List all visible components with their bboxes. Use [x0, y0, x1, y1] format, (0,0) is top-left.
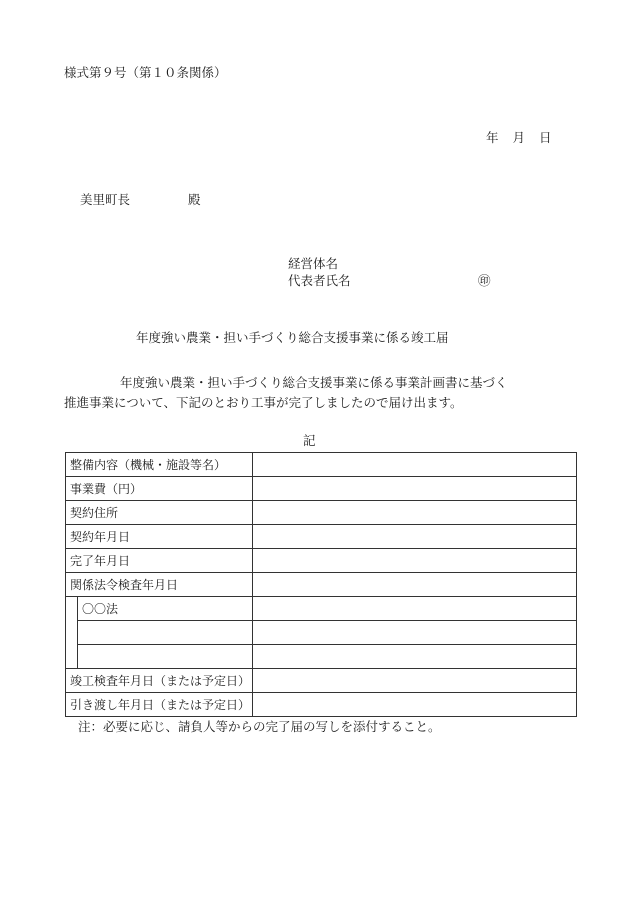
row-value-field[interactable] [253, 477, 577, 501]
row-value-field[interactable] [253, 669, 577, 693]
row-label: 竣工検査年月日（または予定日） [66, 669, 253, 693]
document-title: 年度強い農業・担い手づくり総合支援事業に係る竣工届 [136, 330, 449, 345]
subrow-value-field[interactable] [253, 597, 577, 621]
body-line-1: 年度強い農業・担い手づくり総合支援事業に係る事業計画書に基づく [120, 375, 508, 390]
row-value-field[interactable] [253, 453, 577, 477]
date-year-label: 年 [486, 130, 499, 145]
addressee-name: 美里町長 [80, 192, 131, 207]
row-label: 完了年月日 [66, 549, 253, 573]
representative-name-label: 代表者氏名 [288, 273, 351, 288]
indent-gutter [66, 597, 78, 621]
subrow-label: 〇〇法 [78, 597, 253, 621]
body-text [64, 373, 584, 413]
indent-gutter [66, 645, 78, 669]
indent-gutter [66, 621, 78, 645]
table-row [66, 549, 577, 573]
row-label: 引き渡し年月日（または予定日） [66, 693, 253, 717]
addressee [80, 192, 201, 208]
row-value-field[interactable] [253, 525, 577, 549]
row-label: 関係法令検査年月日 [66, 573, 253, 597]
row-value-field[interactable] [253, 549, 577, 573]
date-month-label: 月 [512, 130, 526, 145]
table-subrow [66, 621, 577, 645]
table-subrow [66, 597, 577, 621]
table-row [66, 501, 577, 525]
ki-heading: 記 [303, 433, 316, 448]
row-value-field[interactable] [253, 501, 577, 525]
table-row [66, 453, 577, 477]
seal-mark: ㊞ [478, 273, 491, 288]
table-row [66, 693, 577, 717]
addressee-honorific: 殿 [188, 192, 201, 207]
subrow-value-field[interactable] [253, 645, 577, 669]
row-label: 事業費（円） [66, 477, 253, 501]
table-row [66, 669, 577, 693]
subrow-value-field[interactable] [253, 621, 577, 645]
date-day-label: 日 [539, 130, 552, 145]
row-label: 契約年月日 [66, 525, 253, 549]
table-row [66, 525, 577, 549]
row-value-field[interactable] [253, 693, 577, 717]
table-subrow [66, 645, 577, 669]
body-line-2: 推進事業について、下記のとおり工事が完了しましたので届け出ます。 [64, 395, 463, 410]
table-row [66, 477, 577, 501]
row-value-field[interactable] [253, 573, 577, 597]
table-row [66, 573, 577, 597]
completion-table [65, 452, 577, 717]
subrow-label-field[interactable] [78, 621, 253, 645]
row-label: 整備内容（機械・施設等名） [66, 453, 253, 477]
row-label: 契約住所 [66, 501, 253, 525]
form-number: 様式第９号（第１０条関係） [64, 65, 227, 80]
footnote: 注：必要に応じ、請負人等からの完了届の写しを添付すること。 [78, 719, 441, 734]
date-line [472, 130, 552, 146]
entity-name-label: 経営体名 [288, 256, 339, 271]
subrow-label-field[interactable] [78, 645, 253, 669]
